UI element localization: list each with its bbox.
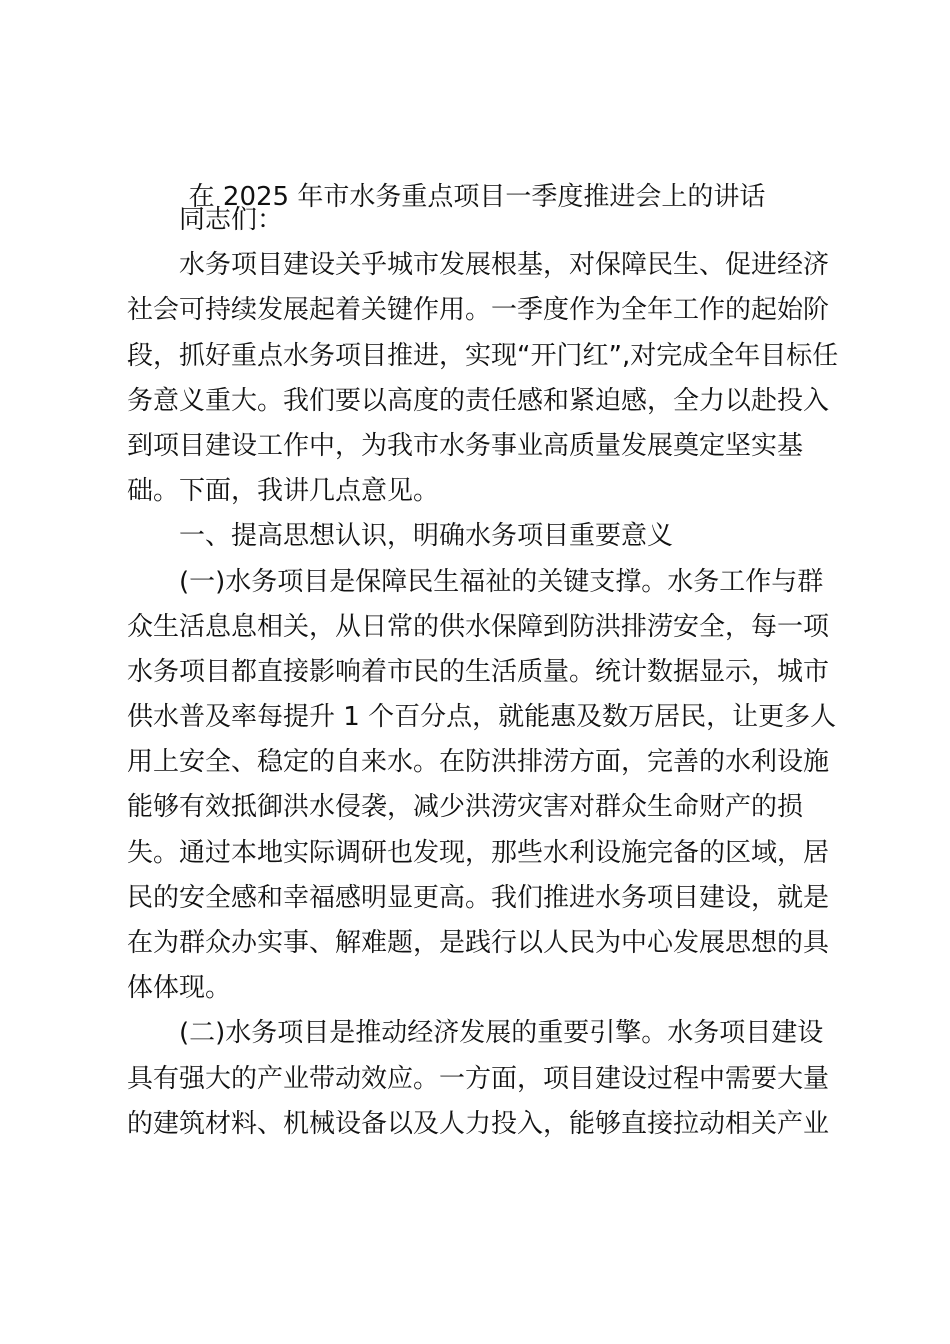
body-line: 段，抓好重点水务项目推进，实现“开门红”,对完成全年目标任 [127, 340, 839, 371]
body-line: 础。下面，我讲几点意见。 [127, 476, 440, 507]
body-line: 水务项目都直接影响着市民的生活质量。统计数据显示，城市 [127, 656, 830, 687]
body-line: 供水普及率每提升 1 个百分点，就能惠及数万居民，让更多人 [127, 702, 837, 733]
body-line: 在为群众办实事、解难题，是践行以人民为中心发展思想的具 [127, 928, 830, 958]
body-line: 民的安全感和幸福感明显更高。我们推进水务项目建设，就是 [127, 882, 830, 913]
document-title: 在 2025 年市水务重点项目一季度推进会上的讲话 [188, 182, 766, 212]
body-line: 的建筑材料、机械设备以及人力投入，能够直接拉动相关产业 [127, 1108, 830, 1139]
body-line: 用上安全、稳定的自来水。在防洪排涝方面，完善的水利设施 [127, 747, 830, 778]
body-line: 体体现。 [127, 973, 232, 1004]
body-line: 社会可持续发展起着关键作用。一季度作为全年工作的起始阶 [127, 295, 830, 326]
body-line: 具有强大的产业带动效应。一方面，项目建设过程中需要大量 [127, 1063, 830, 1094]
salutation: 同志们： [179, 205, 284, 235]
body-line: 水务项目建设关乎城市发展根基，对保障民生、促进经济 [179, 250, 830, 281]
body-line: 失。通过本地实际调研也发现，那些水利设施完备的区域，居 [127, 837, 830, 868]
body-line: (二)水务项目是推动经济发展的重要引擎。水务项目建设 [179, 1018, 824, 1049]
section-heading: 一、提高思想认识，明确水务项目重要意义 [179, 521, 674, 552]
document-body [127, 198, 839, 1147]
body-line: 众生活息息相关，从日常的供水保障到防洪排涝安全，每一项 [127, 611, 830, 642]
body-line: 务意义重大。我们要以高度的责任感和紧迫感，全力以赴投入 [127, 385, 830, 416]
body-line: 到项目建设工作中，为我市水务事业高质量发展奠定坚实基 [127, 430, 804, 461]
body-line: 能够有效抵御洪水侵袭，减少洪涝灾害对群众生命财产的损 [127, 792, 804, 823]
body-line: (一)水务项目是保障民生福祉的关键支撑。水务工作与群 [179, 566, 824, 597]
